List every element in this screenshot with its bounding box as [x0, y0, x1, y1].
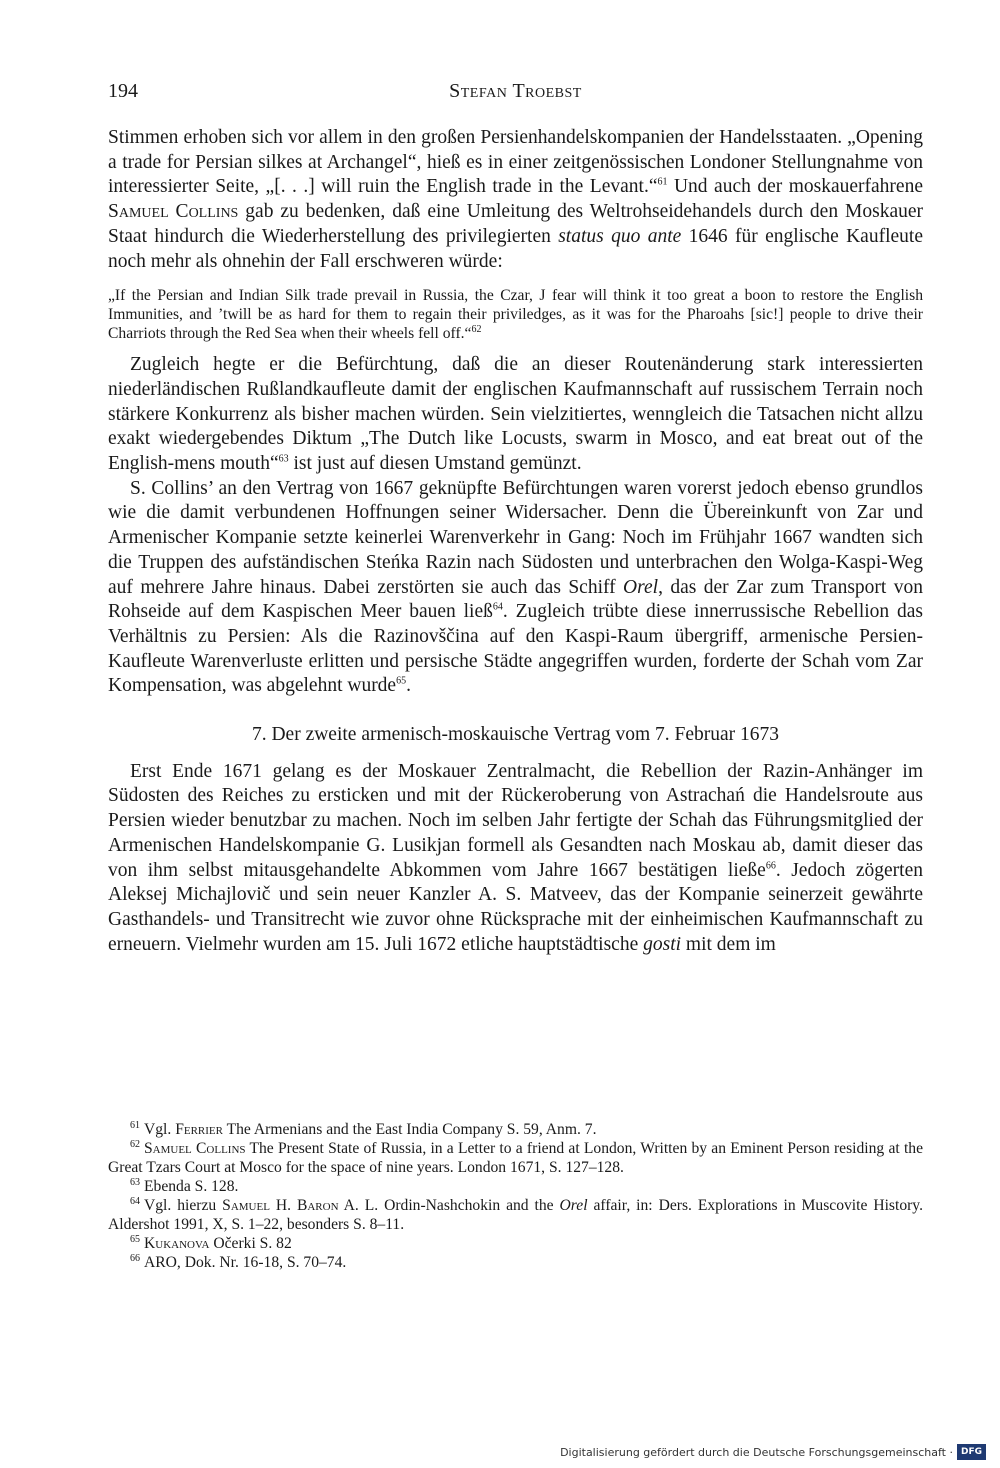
footnote-ref[interactable]: 63	[278, 453, 289, 465]
dfg-logo: DFG	[957, 1444, 986, 1460]
italic-term: status quo ante	[558, 225, 682, 247]
paragraph-1: Stimmen erhoben sich vor allem in den großen Persienhandelskompanien der Handelsstaaten. „Opening a trade for Persian silkes at Archangel“, hieß es in einer zeitgenössischen Londoner Stellungnahme von interessierter Seite, „[. . .] will ruin the English trade in the Levant.“$^{61}$ Und auch der moskauerfahrene Samuel Collins gab zu bedenken, daß eine Umleitung des Weltrohseidehandels durch den Moskauer Staat hindurch die Wiederherstellung des privilegierten status quo ante 1646 für englische Kaufleute noch mehr als ohnehin der Fall erschweren würde:	[108, 127, 923, 272]
footnotes	[108, 1120, 923, 1272]
author-name: Samuel Collins	[108, 201, 239, 223]
footnote: $^{62}$ Samuel Collins The Present State of Russia, in a Letter to a friend at London, Written by an Eminent Person residing at the Great Tzars Court at Mosco for the space of nine years. London 1671, S. 127–128.	[108, 1138, 923, 1176]
footnote: $^{63}$ Ebenda S. 128.	[130, 1176, 239, 1195]
footnote-ref[interactable]: 61	[657, 176, 668, 188]
footnote: $^{65}$ Kukanova Očerki S. 82	[130, 1233, 292, 1252]
running-head: Stefan Troebst	[449, 80, 582, 102]
paragraph-2: Zugleich hegte er die Befürchtung, daß die an dieser Routenänderung stark interessierten niederländischen Rußlandkaufleute damit der englischen Kaufmannschaft auf russischem Terrain noch stärkere Konkurrenz als bisher machen würden. Sein vielzitiertes, wenngleich die Tatsachen nicht allzu exakt wiedergebendes Diktum „The Dutch like Locusts, swarm in Mosco, and eat breat out of the English-mens mouth“$^{63}$ ist just auf diesen Umstand gemünzt.	[108, 354, 923, 475]
italic-term: Orel	[623, 576, 659, 598]
footer-text: Digitalisierung gefördert durch die Deutsche Forschungsgemeinschaft ·	[560, 1445, 953, 1459]
footnote-ref[interactable]: 62	[471, 324, 482, 336]
footnote-ref[interactable]: 65	[396, 675, 407, 687]
footnote-ref[interactable]: 64	[492, 601, 503, 613]
digitization-footer	[560, 1443, 986, 1461]
section-heading: 7. Der zweite armenisch-moskauische Vertrag vom 7. Februar 1673	[251, 724, 780, 746]
page-number: 194	[108, 80, 138, 102]
italic-term: gosti	[643, 933, 682, 955]
block-quote: „If the Persian and Indian Silk trade prevail in Russia, the Czar, J fear will think it too great a boon to restore the English Immunities, and ’twill be as hard for them to regain their priviledges, as it was for the Pharoahs [sic!] people to drive their Charriots through the Red Sea when their wheels fell off.“$^{62}$	[108, 287, 923, 343]
footnote: $^{64}$ Vgl. hierzu Samuel H. Baron A. L. Ordin-Nashchokin and the Orel affair, in: Ders. Explorations in Muscovite History. Aldershot 1991, X, S. 1–22, besonders S. 8–11.	[108, 1195, 923, 1233]
footnote-ref[interactable]: 66	[765, 860, 776, 872]
paragraph-3: S. Collins’ an den Vertrag von 1667 geknüpfte Befürchtungen waren vorerst jedoch ebenso grundlos wie die damit verbundenen Hoffnungen seiner Widersacher. Denn die Übereinkunft von Zar und Armenischer Kompanie setzte keinerlei Warenverkehr in Gang: Noch im Frühjahr 1667 wandten sich die Truppen des aufständischen Steńka Razin nach Südosten und unterbrachen den Wolga-Kaspi-Weg auf mehrere Jahre hinaus. Dabei zerstörten sie auch das Schiff Orel, das der Zar zum Transport von Rohseide auf dem Kaspischen Meer bauen ließ$^{64}$. Zugleich trübte diese innerrussische Rebellion das Verhältnis zu Persien: Als die Razinovščina auf den Kaspi-Raum übergriff, armenische Persien-Kaufleute Warenverluste erlitten und persische Städte angegriffen wurden, forderte der Schah vom Zar Kompensation, was abgelehnt wurde$^{65}$.	[108, 477, 923, 697]
paragraph-4: Erst Ende 1671 gelang es der Moskauer Zentralmacht, die Rebellion der Razin-Anhänger im Südosten des Reiches zu ersticken und mit der Rückeroberung von Astrachań die Handelsroute aus Persien wieder benutzbar zu machen. Noch im selben Jahr fertigte der Schah das Führungsmitglied der Armenischen Handelskompanie G. Lusikjan formell als Gesandten nach Moskau ab, damit dieser das von ihm selbst mitausgehandelte Abkommen vom Jahre 1667 bestätigen ließe$^{66}$. Jedoch zögerten Aleksej Michajlovič und sein neuer Kanzler A. S. Matveev, das der Kompanie seinerzeit gewährte Gasthandels- und Transitrecht wie zuvor ohne Rücksprache mit der einheimischen Kaufmannschaft zu erneuern. Vielmehr wurden am 15. Juli 1672 etliche hauptstädtische gosti mit dem im	[108, 760, 924, 955]
footnote: $^{61}$ Vgl. Ferrier The Armenians and the East India Company S. 59, Anm. 7.	[130, 1119, 597, 1138]
page-header	[108, 80, 923, 110]
main-text	[108, 126, 923, 957]
footnote: $^{66}$ ARO, Dok. Nr. 16-18, S. 70–74.	[130, 1252, 347, 1271]
